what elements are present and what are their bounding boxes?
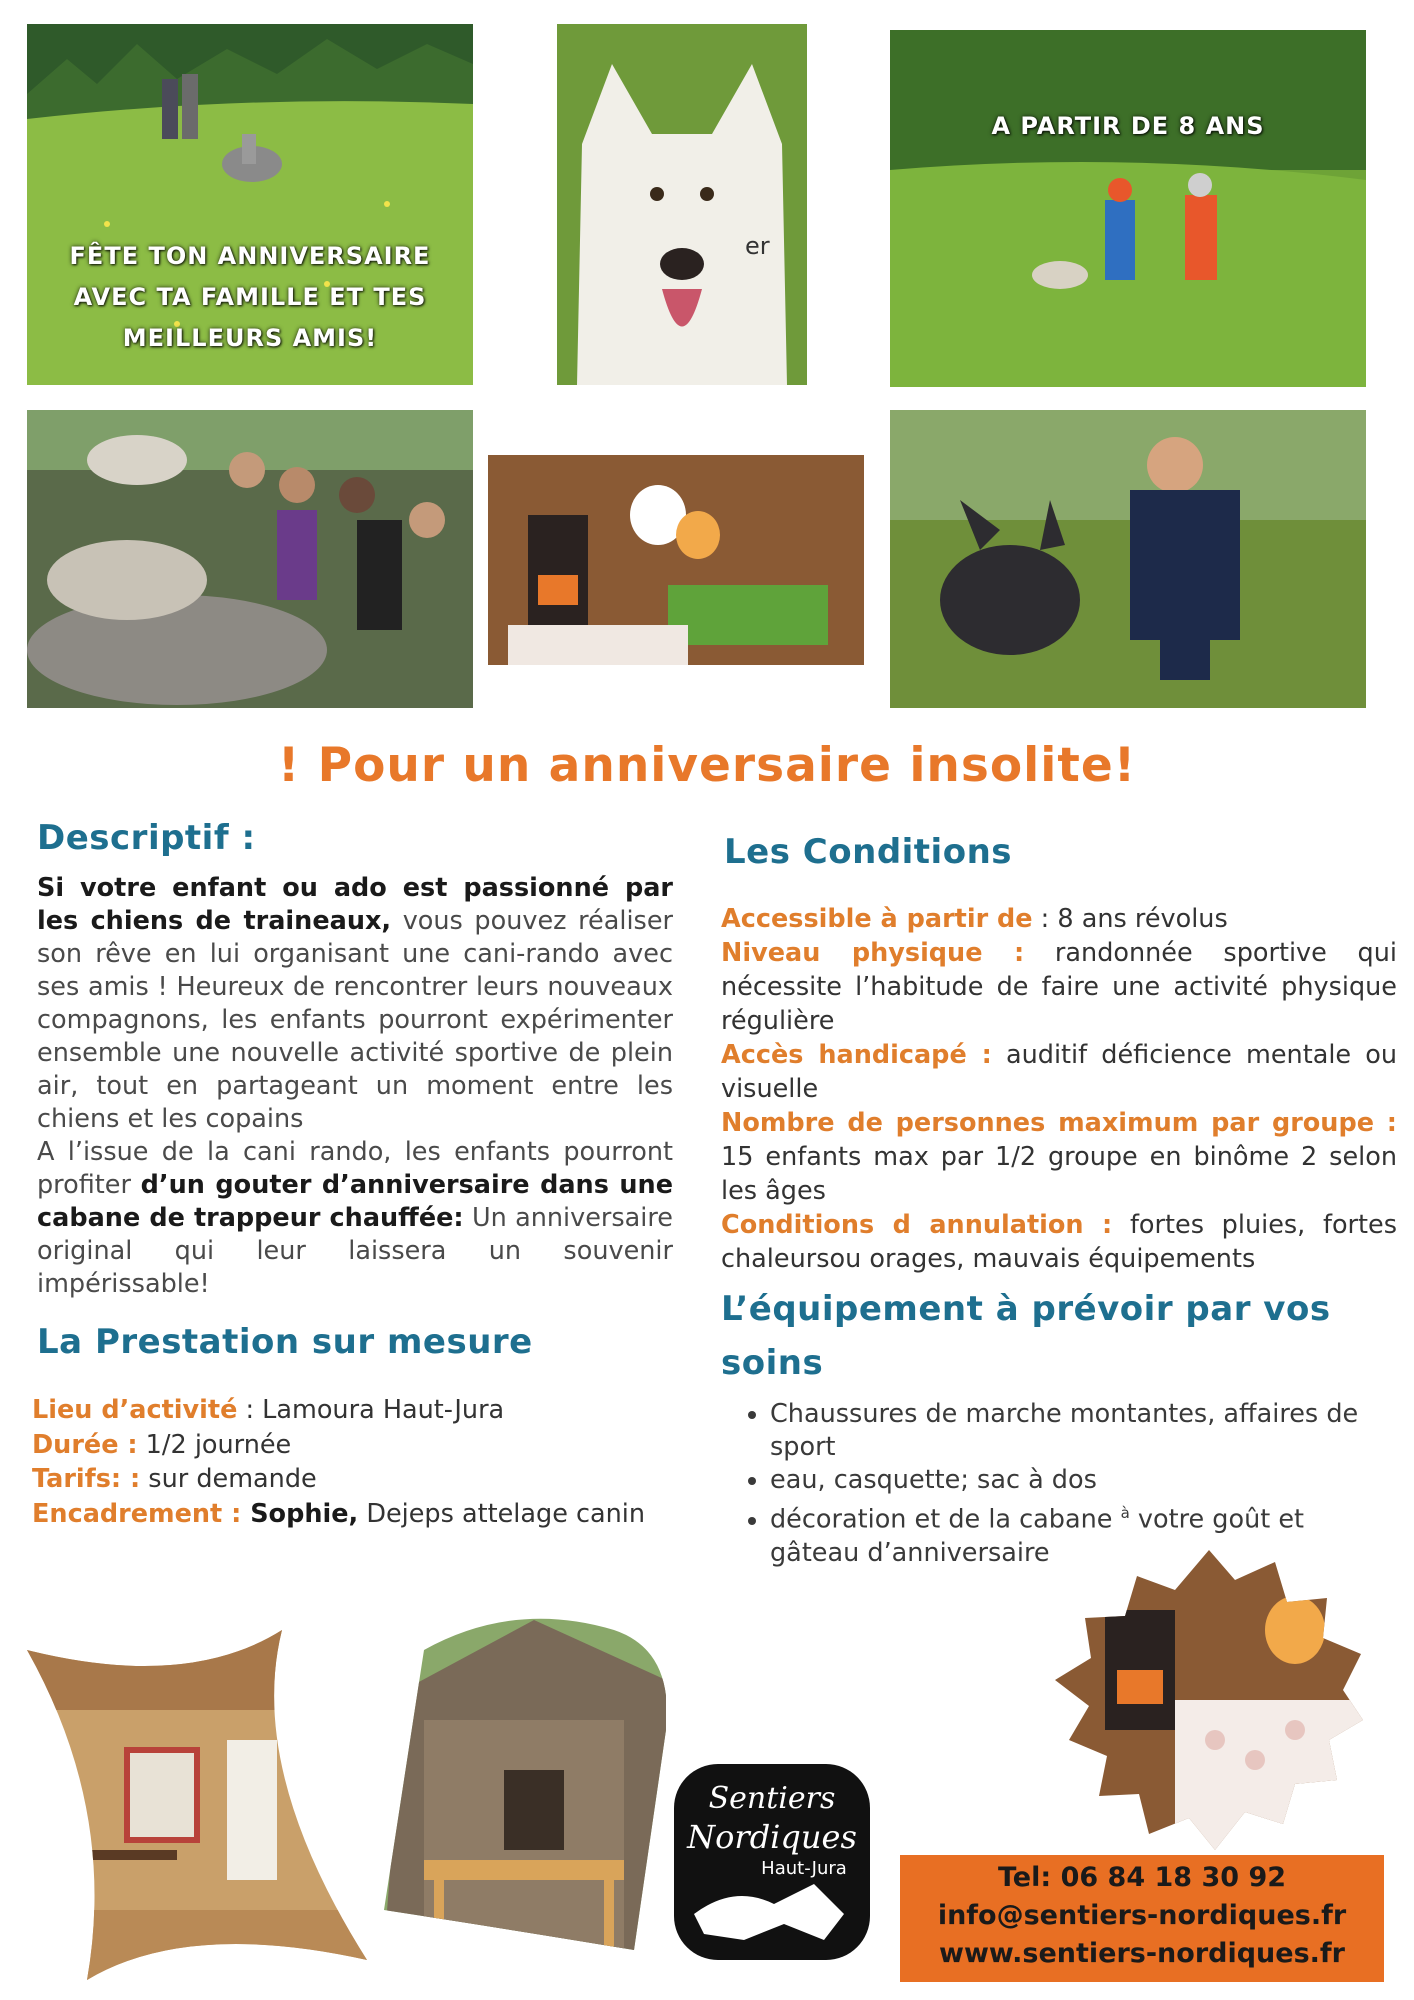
encadrement-value: Dejeps attelage canin — [358, 1498, 646, 1529]
annulation-label: Conditions d annulation : — [721, 1210, 1113, 1240]
photo-kids-running-dogs — [890, 30, 1366, 387]
nombre-value: 15 enfants max par 1/2 groupe en binôme 2 selon les âges — [721, 1142, 1397, 1206]
prestation-title: La Prestation sur mesure — [37, 1322, 533, 1362]
conditions-title: Les Conditions — [724, 832, 1013, 872]
handicap-value: auditif déficience mentale ou visuelle — [721, 1040, 1397, 1104]
tarifs-value: sur demande — [140, 1464, 317, 1494]
equipement-list — [726, 1398, 1390, 1570]
equip-item3-sup: à — [1120, 1504, 1130, 1522]
photo-white-husky — [557, 24, 807, 385]
descriptif-lead: Si votre enfant ou ado est passionné par les chiens de traineaux, — [37, 873, 673, 936]
equip-item3-a: décoration et de la cabane — [770, 1504, 1121, 1535]
photo-kids-with-huskies — [27, 410, 473, 708]
equip-item3-b: votre goût et gâteau d’anniversaire — [770, 1504, 1305, 1568]
niveau-value: randonnée sportive qui nécessite l’habitude de faire une activité physique régulière — [721, 938, 1397, 1036]
conditions-details — [721, 902, 1397, 1276]
descriptif-text-3: Un anniversaire original qui leur laissera un souvenir impérissable! — [37, 1203, 673, 1299]
age-caption: A PARTIR DE 8 ANS — [991, 112, 1265, 140]
equipement-title-line1: L’équipement à prévoir par vos — [721, 1289, 1331, 1329]
photo-cabin-interior — [27, 1630, 367, 1980]
photo-meadow-dog-walk — [27, 24, 473, 385]
contact-email[interactable]: info@sentiers-nordiques.fr — [937, 1900, 1347, 1931]
tarifs-label: Tarifs: : — [32, 1464, 141, 1494]
photo-cabin-party-table — [488, 455, 864, 665]
descriptif-bold-2: d’un gouter d’anniversaire dans une cabane de trappeur chauffée: — [37, 1170, 673, 1233]
acces-label: Accessible à partir de — [721, 904, 1033, 934]
brand-logo — [674, 1764, 870, 1960]
descriptif-title: Descriptif : — [37, 818, 256, 858]
stray-text: er — [745, 232, 770, 260]
photo-cabin-exterior — [384, 1610, 666, 1950]
descriptif-text — [37, 872, 673, 1301]
photo-party-table-badge — [1055, 1550, 1363, 1850]
nombre-label: Nombre de personnes maximum par groupe : — [721, 1108, 1397, 1138]
logo-line-3: Haut-Jura — [761, 1858, 847, 1879]
contact-website[interactable]: www.sentiers-nordiques.fr — [939, 1938, 1345, 1969]
list-item: • Chaussures de marche montantes, affaires de sport — [770, 1398, 1390, 1464]
encadrement-name: Sophie, — [241, 1498, 359, 1529]
lieu-value: : Lamoura Haut-Jura — [237, 1395, 505, 1425]
annulation-value: fortes pluies, fortes chaleursou orages, mauvais équipements — [721, 1210, 1398, 1274]
list-item: • eau, casquette; sac à dos — [770, 1464, 1390, 1497]
acces-value: : 8 ans révolus — [1032, 904, 1228, 934]
birthday-caption: FÊTE TON ANNIVERSAIRE AVEC TA FAMILLE ET TES MEILLEURS AMIS! — [69, 242, 431, 352]
lieu-label: Lieu d’activité — [32, 1395, 238, 1425]
niveau-label: Niveau physique : — [721, 938, 1025, 968]
descriptif-text-1: vous pouvez réaliser son rêve en lui organisant une cani-rando avec ses amis ! Heureux de rencontrer leurs nouveaux compagnons, les enfants pourront expérimenter ensemble une nouvelle activité sportive de plein air, tout en partageant un moment entre les chiens et les copains — [37, 906, 673, 1134]
equipement-title-line2: soins — [721, 1343, 824, 1383]
duree-label: Durée : — [32, 1429, 138, 1460]
duree-value: 1/2 journée — [137, 1429, 292, 1460]
handicap-label: Accès handicapé : — [721, 1040, 992, 1070]
prestation-details — [32, 1393, 682, 1531]
encadrement-label: Encadrement : — [32, 1498, 242, 1529]
logo-line-1: Sentiers — [708, 1781, 836, 1816]
contact-box — [900, 1855, 1384, 1982]
contact-phone[interactable]: Tel: 06 84 18 30 92 — [997, 1862, 1287, 1893]
photo-boy-with-dog — [890, 410, 1366, 708]
descriptif-text-2: A l’issue de la cani rando, les enfants pourront profiter — [37, 1137, 673, 1200]
page-headline: ! Pour un anniversaire insolite! — [277, 738, 1137, 793]
logo-line-2: Nordiques — [687, 1818, 857, 1856]
equipement-title — [721, 1282, 1331, 1390]
